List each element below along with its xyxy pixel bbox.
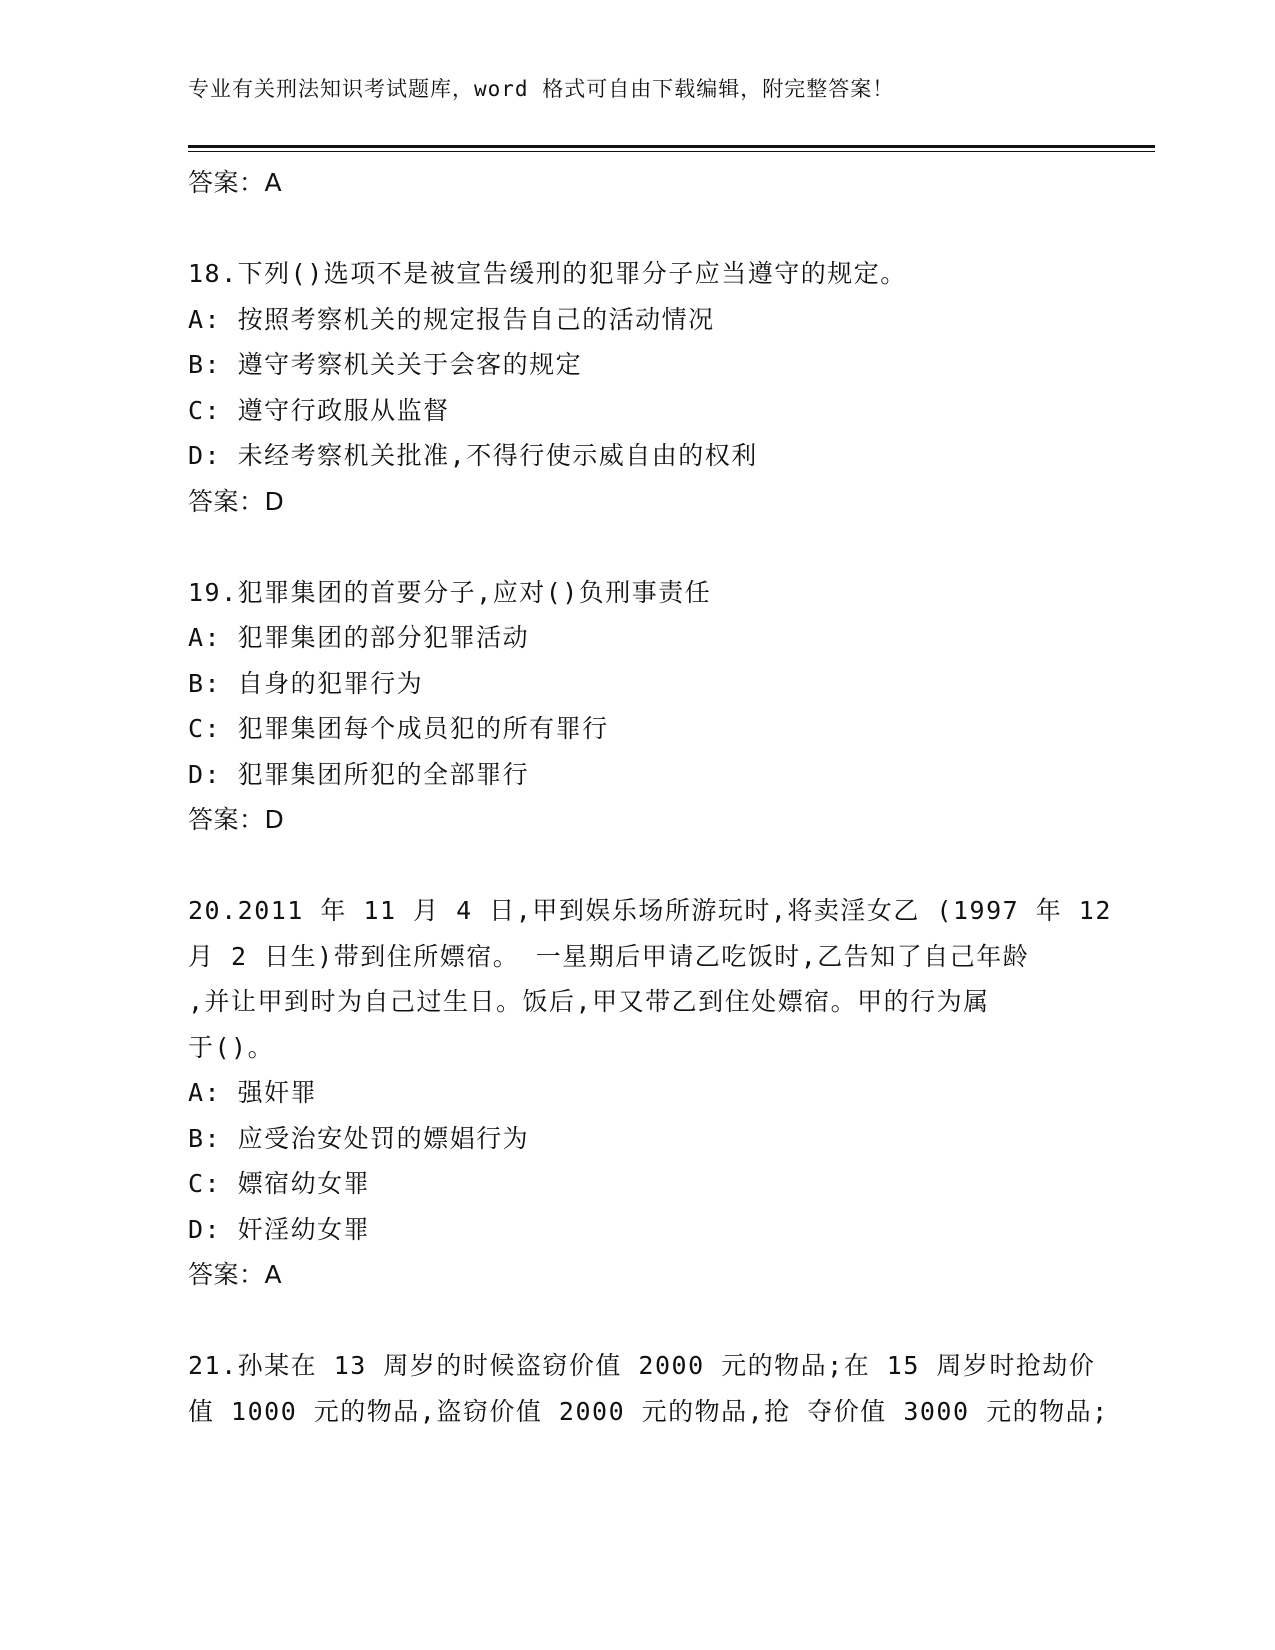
spacer [188, 843, 1088, 889]
option-a: A: 犯罪集团的部分犯罪活动 [188, 623, 530, 652]
option-c: C: 犯罪集团每个成员犯的所有罪行 [188, 714, 609, 743]
question-20 [188, 888, 1112, 1298]
option-b: B: 遵守考察机关关于会客的规定 [188, 350, 583, 379]
spacer [188, 1298, 1088, 1344]
question-stem-line: 21.孙某在 13 周岁的时候盗窃价值 2000 元的物品;在 15 周岁时抢劫价 [188, 1351, 1096, 1380]
option-d: D: 奸淫幼女罪 [188, 1214, 371, 1244]
answer-18: 答案：D [188, 486, 285, 516]
option-a: A: 强奸罪 [188, 1078, 318, 1107]
question-stem-line: 值 1000 元的物品,盗窃价值 2000 元的物品,抢 夺价值 3000 元的物品; [188, 1396, 1109, 1426]
answer-20: 答案：A [188, 1260, 283, 1289]
question-19 [188, 570, 1088, 843]
header-rule-thick [188, 145, 1155, 148]
question-stem-line: ,并让甲到时为自己过生日。饭后,甲又带乙到住处嫖宿。甲的行为属 [188, 987, 990, 1016]
spacer [188, 524, 1088, 570]
option-b: B: 应受治安处罚的嫖娼行为 [188, 1123, 530, 1153]
option-d: D: 未经考察机关批准,不得行使示威自由的权利 [188, 441, 758, 470]
question-stem: 19.犯罪集团的首要分子,应对()负刑事责任 [188, 577, 712, 607]
page-header: 专业有关刑法知识考试题库，word 格式可自由下载编辑，附完整答案！ [188, 77, 895, 101]
option-a: A: 按照考察机关的规定报告自己的活动情况 [188, 304, 715, 334]
question-stem-line: 于()。 [188, 1032, 275, 1062]
spacer [188, 206, 1088, 252]
question-stem-line: 月 2 日生)带到住所嫖宿。 一星期后甲请乙吃饭时,乙告知了自己年龄 [188, 941, 1030, 971]
answer-19: 答案：D [188, 805, 285, 834]
question-stem: 18.下列()选项不是被宣告缓刑的犯罪分子应当遵守的规定。 [188, 259, 907, 288]
question-18 [188, 251, 1088, 524]
question-content [188, 160, 1112, 1434]
option-c: C: 遵守行政服从监督 [188, 395, 450, 425]
question-21 [188, 1343, 1109, 1434]
option-d: D: 犯罪集团所犯的全部罪行 [188, 759, 530, 789]
header-rule-thin [188, 151, 1155, 152]
answer-17: 答案：A [188, 168, 283, 197]
question-stem-line: 20.2011 年 11 月 4 日,甲到娱乐场所游玩时,将卖淫女乙 (1997 年 12 [188, 896, 1112, 925]
option-c: C: 嫖宿幼女罪 [188, 1169, 371, 1198]
option-b: B: 自身的犯罪行为 [188, 668, 424, 698]
